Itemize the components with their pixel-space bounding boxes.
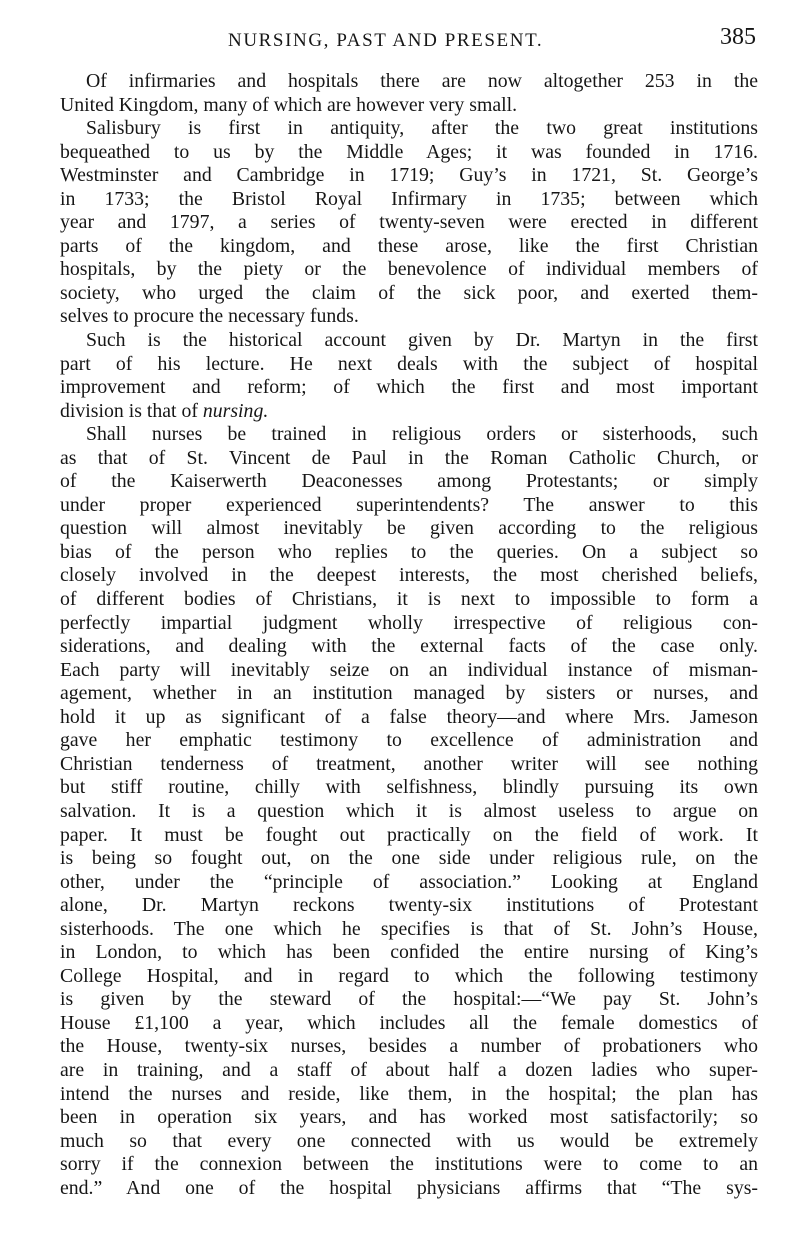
text-line: question will almost inevitably be given according to the religious [60, 517, 758, 540]
text-line: perfectly impartial judgment wholly irrespective of religious con- [60, 611, 758, 634]
text-line: hospitals, by the piety or the benevolence of individual members of [60, 258, 758, 281]
text-line: other, under the “principle of association.” Looking at England [60, 870, 758, 893]
page-number: 385 [720, 24, 756, 50]
text-line: but stiff routine, chilly with selfishness, blindly pursuing its own [60, 776, 758, 799]
text-line: is being so fought out, on the one side under religious rule, on the [60, 847, 758, 870]
text-line: society, who urged the claim of the sick poor, and exerted them- [60, 281, 758, 304]
page-header [58, 20, 756, 60]
text-line: closely involved in the deepest interests, the most cherished beliefs, [60, 564, 758, 587]
text-line: end.” And one of the hospital physicians affirms that “The sys- [60, 1176, 758, 1199]
text-line: sisterhoods. The one which he specifies is that of St. John’s House, [60, 917, 758, 940]
text-line: are in training, and a staff of about half a dozen ladies who super- [60, 1058, 758, 1081]
text-line: Of infirmaries and hospitals there are now altogether 253 in the [86, 70, 758, 92]
text-line: parts of the kingdom, and these arose, like the first Christian [60, 234, 758, 257]
text-line: of different bodies of Christians, it is next to impossible to form a [60, 588, 758, 611]
text-line: salvation. It is a question which it is almost useless to argue on [60, 799, 758, 822]
text-line: as that of St. Vincent de Paul in the Roman Catholic Church, or [60, 446, 758, 469]
text-line: year and 1797, a series of twenty-seven were erected in different [60, 211, 758, 234]
text-line: United Kingdom, many of which are however very small. [60, 93, 518, 116]
text-line: sorry if the connexion between the institutions were to come to an [60, 1153, 758, 1176]
body-text [60, 70, 758, 1200]
text-line: gave her emphatic testimony to excellence of administration and [60, 729, 758, 752]
text-line: College Hospital, and in regard to which the following testimony [60, 964, 758, 987]
text-line: of the Kaiserwerth Deaconesses among Protestants; or simply [60, 470, 758, 493]
text-line: paper. It must be fought out practically on the field of work. It [60, 823, 758, 846]
text-line: under proper experienced superintendents? The answer to this [60, 493, 758, 516]
text-line: Each party will inevitably seize on an individual instance of misman- [60, 658, 758, 681]
text-line: improvement and reform; of which the first and most important [60, 376, 758, 399]
text-line: House £1,100 a year, which includes all the female domestics of [60, 1011, 758, 1034]
text-line: in 1733; the Bristol Royal Infirmary in 1735; between which [60, 187, 758, 210]
text-line: bequeathed to us by the Middle Ages; it was founded in 1716. [60, 140, 758, 163]
running-title: NURSING, PAST AND PRESENT. [228, 30, 544, 51]
text-line: is given by the steward of the hospital:—“We pay St. John’s [60, 988, 758, 1011]
text-line: Shall nurses be trained in religious orders or sisterhoods, such [86, 423, 758, 446]
text-line: alone, Dr. Martyn reckons twenty-six institutions of Protestant [60, 894, 758, 917]
text-run: division is that of [60, 399, 203, 422]
text-line: the House, twenty-six nurses, besides a number of probationers who [60, 1035, 758, 1058]
text-line: intend the nurses and reside, like them, in the hospital; the plan has [60, 1082, 758, 1105]
text-line: much so that every one connected with us would be extremely [60, 1129, 758, 1152]
text-line: part of his lecture. He next deals with the subject of hospital [60, 352, 758, 375]
text-line: siderations, and dealing with the external facts of the case only. [60, 635, 758, 658]
text-line: hold it up as significant of a false theory—and where Mrs. Jameson [60, 705, 758, 728]
text-line: Such is the historical account given by Dr. Martyn in the first [86, 329, 758, 352]
text-line [60, 400, 758, 424]
text-line: in London, to which has been confided the entire nursing of King’s [60, 941, 758, 964]
emphasis-nursing: nursing. [202, 399, 269, 422]
text-line: Christian tenderness of treatment, another writer will see nothing [60, 752, 758, 775]
text-line: been in operation six years, and has worked most satisfactorily; so [60, 1106, 758, 1129]
text-line: Salisbury is first in antiquity, after the two great institutions [86, 117, 758, 140]
text-line: Westminster and Cambridge in 1719; Guy’s in 1721, St. George’s [60, 164, 758, 187]
text-line: selves to procure the necessary funds. [60, 305, 359, 328]
text-line: agement, whether in an institution managed by sisters or nurses, and [60, 682, 758, 705]
text-line: bias of the person who replies to the queries. On a subject so [60, 540, 758, 563]
